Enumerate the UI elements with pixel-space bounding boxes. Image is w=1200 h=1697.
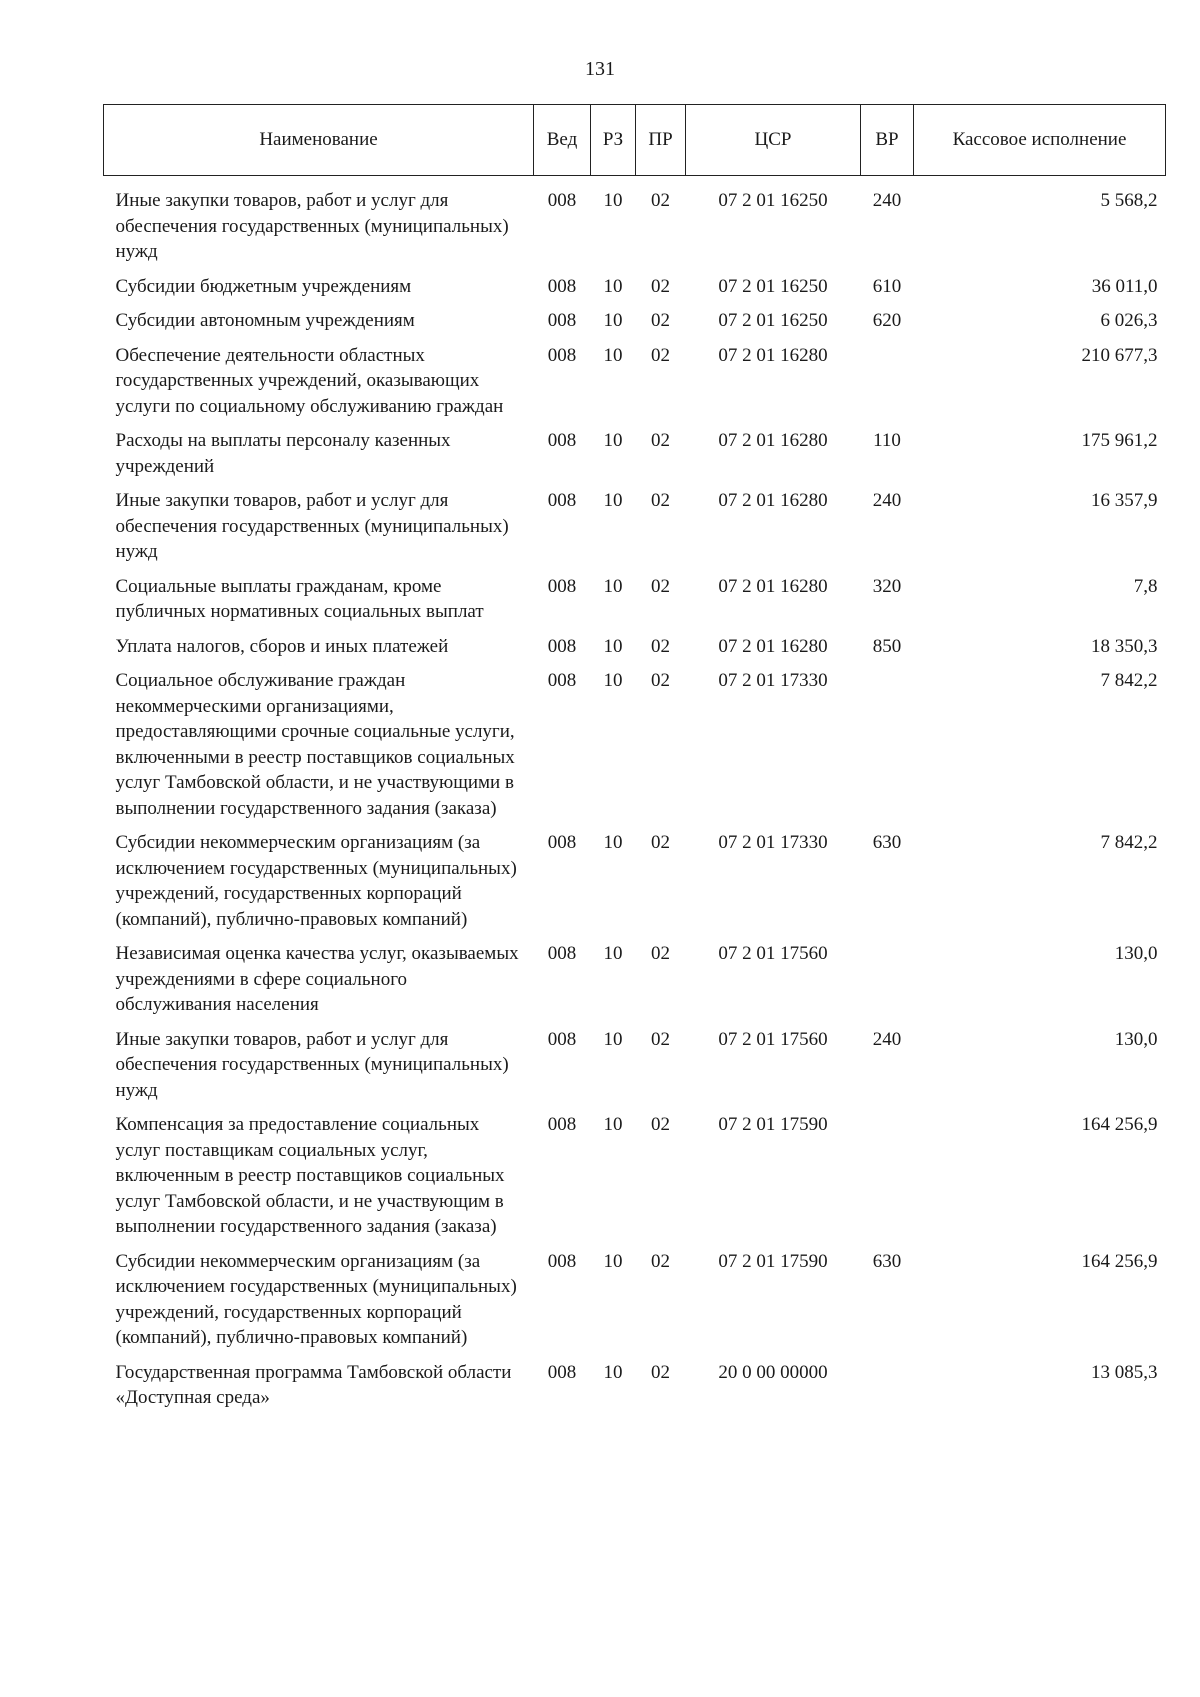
row-csr: 07 2 01 17560	[718, 943, 828, 964]
row-pr: 02	[651, 575, 670, 597]
table-row	[104, 1108, 1166, 1245]
row-pr: 02	[651, 635, 670, 657]
row-vr: 110	[873, 430, 901, 451]
row-pr: 02	[651, 1361, 670, 1383]
row-name: Социальные выплаты гражданам, кроме публичных нормативных социальных выплат	[115, 575, 484, 622]
row-name: Субсидии бюджетным учреждениям	[115, 275, 412, 297]
table-row	[104, 630, 1166, 665]
table-row	[104, 270, 1166, 305]
row-ved: 008	[547, 310, 577, 331]
row-amount: 175 961,2	[1081, 430, 1158, 451]
row-csr: 07 2 01 16280	[718, 344, 828, 366]
table-row	[104, 1023, 1166, 1109]
row-amount: 164 256,9	[1081, 1250, 1158, 1272]
row-csr: 07 2 01 16250	[718, 190, 828, 211]
row-vr	[861, 1356, 914, 1416]
row-name: Компенсация за предоставление социальных услуг поставщикам социальных услуг, включенным в реестр поставщиков социальных услуг Тамбовской области, и не участвующим в выполнении государственного задания (заказа)	[115, 1114, 505, 1237]
row-name: Иные закупки товаров, работ и услуг для обеспечения государственных (муниципальных) нужд	[115, 490, 509, 562]
row-amount: 7,8	[1133, 575, 1158, 597]
table-row	[104, 176, 1166, 270]
row-vr: 630	[872, 1250, 902, 1272]
row-ved: 008	[547, 1114, 577, 1135]
row-ved: 008	[547, 635, 577, 657]
row-vr: 240	[872, 1028, 902, 1050]
row-csr: 07 2 01 16280	[718, 430, 828, 451]
header-pr: ПР	[636, 105, 686, 176]
table-body	[104, 176, 1166, 1416]
row-name: Независимая оценка качества услуг, оказываемых учреждениями в сфере социального обслуживания населения	[115, 943, 519, 1015]
row-name: Государственная программа Тамбовской области «Доступная среда»	[115, 1361, 512, 1408]
header-ved: Вед	[534, 105, 591, 176]
row-rz: 10	[603, 1361, 623, 1383]
table-row	[104, 1245, 1166, 1356]
row-csr: 07 2 01 17560	[718, 1028, 828, 1050]
row-csr: 07 2 01 17330	[718, 832, 828, 853]
row-amount: 18 350,3	[1091, 635, 1158, 657]
header-rz: РЗ	[591, 105, 636, 176]
row-amount: 130,0	[1114, 943, 1158, 964]
row-ved: 008	[547, 1028, 577, 1050]
row-pr: 02	[651, 670, 670, 691]
row-rz: 10	[603, 430, 623, 451]
row-name: Обеспечение деятельности областных государственных учреждений, оказывающих услуги по социальному обслуживанию граждан	[115, 344, 504, 417]
row-csr: 07 2 01 17590	[718, 1114, 828, 1135]
table-row	[104, 424, 1166, 484]
table-row	[104, 304, 1166, 339]
header-name: Наименование	[104, 105, 534, 176]
header-amount: Кассовое исполнение	[914, 105, 1166, 176]
row-ved: 008	[547, 670, 577, 691]
row-amount: 164 256,9	[1081, 1114, 1158, 1135]
row-ved: 008	[547, 575, 577, 597]
row-rz: 10	[603, 1114, 623, 1135]
row-rz: 10	[603, 1250, 623, 1272]
row-vr: 320	[872, 575, 902, 597]
row-ved: 008	[547, 430, 577, 451]
row-pr: 02	[651, 430, 670, 451]
row-amount: 16 357,9	[1091, 490, 1158, 511]
row-ved: 008	[547, 190, 577, 211]
row-rz: 10	[603, 190, 623, 211]
row-pr: 02	[651, 490, 670, 511]
row-name: Иные закупки товаров, работ и услуг для обеспечения государственных (муниципальных) нужд	[115, 190, 509, 262]
row-name: Субсидии автономным учреждениям	[115, 310, 415, 331]
row-rz: 10	[603, 344, 623, 366]
row-rz: 10	[603, 670, 623, 691]
row-name: Расходы на выплаты персоналу казенных учреждений	[115, 430, 451, 477]
row-ved: 008	[547, 1250, 577, 1272]
row-amount: 6 026,3	[1100, 310, 1158, 331]
row-csr: 07 2 01 16250	[718, 275, 828, 297]
row-pr: 02	[651, 344, 670, 366]
row-pr: 02	[651, 832, 670, 853]
row-pr: 02	[651, 943, 670, 964]
table-row	[104, 664, 1166, 826]
row-csr: 07 2 01 16250	[718, 310, 828, 331]
row-ved: 008	[547, 943, 577, 964]
row-amount: 36 011,0	[1091, 275, 1158, 297]
row-vr: 240	[872, 490, 902, 511]
row-rz: 10	[603, 635, 623, 657]
row-name: Уплата налогов, сборов и иных платежей	[115, 635, 449, 657]
row-name: Субсидии некоммерческим организациям (за исключением государственных (муниципальных) учреждений, государственных корпораций (компаний), публично-правовых компаний)	[115, 832, 517, 930]
row-vr	[861, 664, 914, 826]
row-csr: 07 2 01 16280	[718, 490, 828, 511]
row-vr	[861, 339, 914, 425]
row-ved: 008	[547, 275, 577, 297]
row-rz: 10	[603, 943, 623, 964]
table-row	[104, 1356, 1166, 1416]
row-csr: 20 0 00 00000	[718, 1361, 828, 1383]
row-pr: 02	[651, 1028, 670, 1050]
table-row	[104, 570, 1166, 630]
row-amount: 7 842,2	[1100, 670, 1158, 691]
row-vr: 240	[872, 190, 902, 211]
row-pr: 02	[651, 1114, 670, 1135]
row-vr: 620	[872, 310, 902, 331]
header-vr: ВР	[861, 105, 914, 176]
row-rz: 10	[603, 310, 623, 331]
table-header-row	[104, 105, 1166, 176]
row-rz: 10	[603, 275, 623, 297]
table-row	[104, 826, 1166, 937]
header-csr: ЦСР	[686, 105, 861, 176]
row-csr: 07 2 01 16280	[718, 575, 828, 597]
row-amount: 7 842,2	[1100, 832, 1158, 853]
row-rz: 10	[603, 575, 623, 597]
row-csr: 07 2 01 16280	[718, 635, 828, 657]
row-vr: 850	[872, 635, 902, 657]
row-name: Субсидии некоммерческим организациям (за исключением государственных (муниципальных) учреждений, государственных корпораций (компаний), публично-правовых компаний)	[115, 1250, 517, 1348]
row-amount: 210 677,3	[1081, 344, 1158, 366]
row-pr: 02	[651, 275, 670, 297]
budget-table	[103, 104, 1166, 1416]
table-row	[104, 484, 1166, 570]
row-rz: 10	[603, 832, 623, 853]
row-pr: 02	[651, 310, 670, 331]
row-vr	[861, 1108, 914, 1245]
row-ved: 008	[547, 490, 577, 511]
row-ved: 008	[547, 832, 577, 853]
row-vr	[861, 937, 914, 1023]
row-ved: 008	[547, 1361, 577, 1383]
row-amount: 130,0	[1114, 1028, 1158, 1050]
row-vr: 610	[872, 275, 902, 297]
row-csr: 07 2 01 17330	[718, 670, 828, 691]
page-number: 131	[585, 58, 615, 80]
row-ved: 008	[547, 344, 577, 366]
table-row	[104, 937, 1166, 1023]
row-pr: 02	[651, 190, 670, 211]
row-name: Социальное обслуживание граждан некоммерческими организациями, предоставляющими срочные социальные услуги, включенными в реестр поставщиков социальных услуг Тамбовской области, и не участвующими в выполнении государственного задания (заказа)	[115, 670, 515, 819]
row-csr: 07 2 01 17590	[718, 1250, 828, 1272]
row-pr: 02	[651, 1250, 670, 1272]
row-name: Иные закупки товаров, работ и услуг для обеспечения государственных (муниципальных) нужд	[115, 1028, 509, 1101]
row-amount: 13 085,3	[1091, 1361, 1158, 1383]
row-vr: 630	[872, 832, 902, 853]
row-rz: 10	[603, 1028, 623, 1050]
table-row	[104, 339, 1166, 425]
row-rz: 10	[603, 490, 623, 511]
row-amount: 5 568,2	[1100, 190, 1158, 211]
